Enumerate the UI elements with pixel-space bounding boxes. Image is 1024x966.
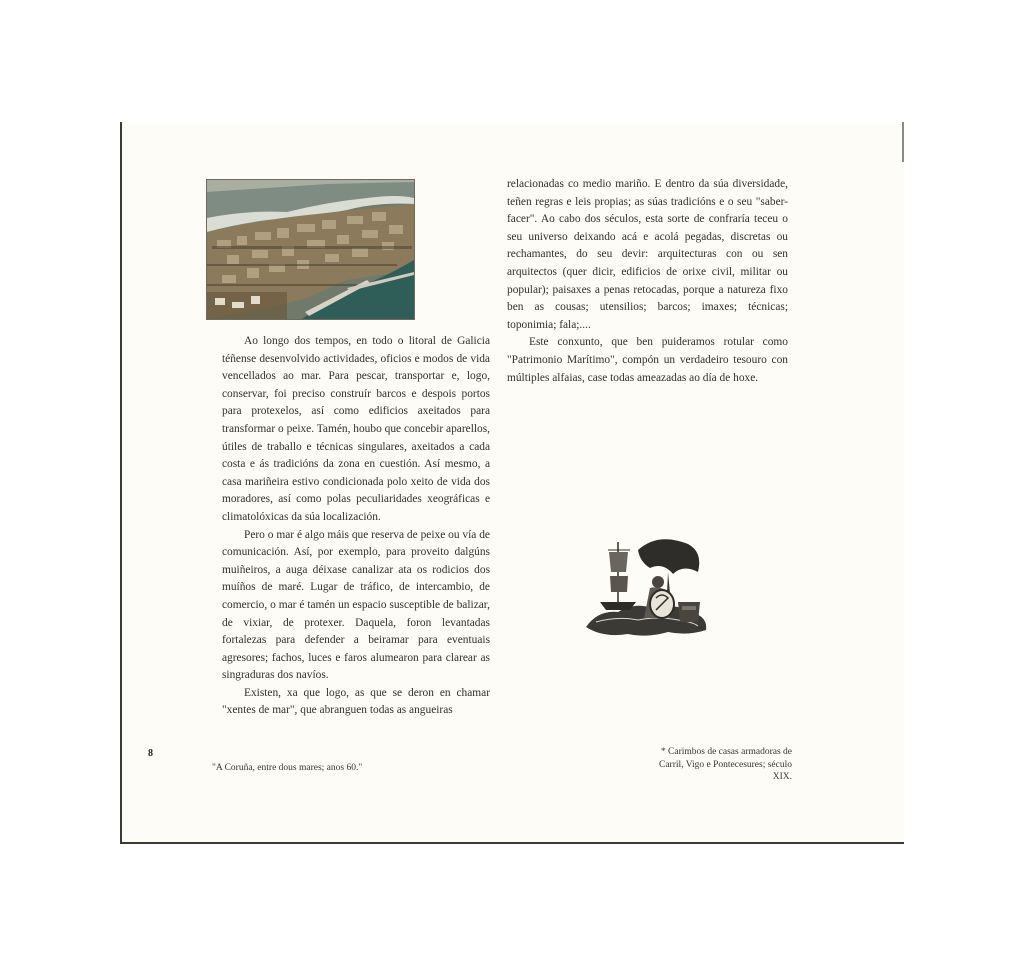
aerial-photo-coruna <box>206 179 415 320</box>
paragraph: Pero o mar é algo máis que reserva de peixe ou vía de comunicación. Así, por exemplo, para proveito dalgúns muiñeiros, a auga déixase canalizar ata os rodicios dos muíños de maré. Lugar de tráfico, de intercambio, de comercio, o mar é tamén un espacio susceptible de balizar, de vixiar, de protexer. Daquela, foron levantadas fortalezas para defender a beiramar para eventuais agresores; fachos, luces e faros alumearon para clarear as singraduras dos navíos. <box>222 528 490 682</box>
paragraph: relacionadas co medio mariño. E dentro da súa diversidade, teñen regras e leis propias; as súas tradicións e o seu "saber-facer". Ao cabo dos séculos, esta sorte de confraría teceu o seu universo deixando acá e acolá pegadas, discretas ou rechamantes, do seu devir: arquitecturas con ou sen arquitectos (quer dicir, edificios de orixe civil, militar ou popular); paisaxes a penas retocadas, porque a natureza fixo ben as cousas; utensilios; barcos; imaxes; técnicas; toponimia; fala;.... <box>507 178 788 331</box>
engraving-caption: * Carimbos de casas armadoras de Carril, Vigo e Pontecesures; século XIX. <box>658 747 792 782</box>
text-column-right <box>507 176 788 387</box>
paragraph: Existen, xa que logo, as que se deron en chamar "xentes de mar", que abranguen todas as angueiras <box>222 686 490 717</box>
page-number: 8 <box>148 748 153 759</box>
photo-caption: "A Coruña, entre dous mares; anos 60." <box>212 763 363 773</box>
paragraph: Ao longo dos tempos, en todo o litoral de Galicia téñense desenvolvido actividades, oficios e modos de vida vencellados ao mar. Para pescar, transportar e, logo, conservar, foi preciso construír barcos e despois portos para protexelos, así como edificios axeitados para transformar o peixe. Tamén, houbo que concebir aparellos, útiles de traballo e técnicas singulares, axeitados a cada costa e ás tradicións da zona en cuestión. Así mesmo, a casa mariñeira estivo condicionada polo xeito de vida dos moradores, así como polas peculiaridades xeográficas e climatolóxicas da súa localización. <box>222 335 490 523</box>
page-edge <box>902 122 904 162</box>
book-page <box>120 122 904 844</box>
ship-stamp-engraving <box>578 532 713 647</box>
paragraph: Este conxunto, que ben puideramos rotular como "Patrimonio Marítimo", compón un verdadeiro tesouro con múltiples alfaias, case todas ameazadas ao día de hoxe. <box>507 336 788 384</box>
text-column-left <box>222 333 490 720</box>
